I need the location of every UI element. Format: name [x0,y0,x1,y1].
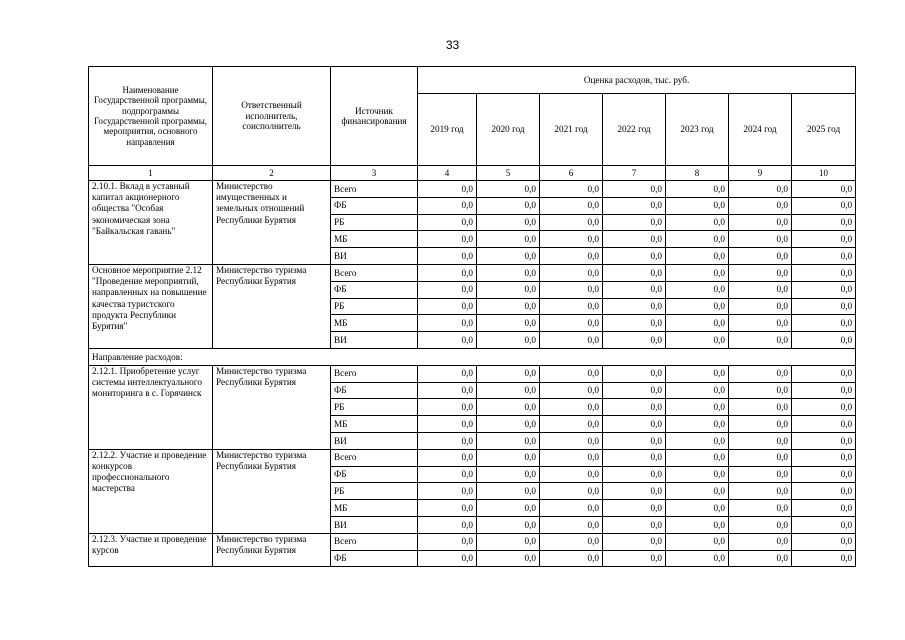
cost-value: 0,0 [418,281,477,298]
header-year: 2023 год [666,94,729,166]
cost-value: 0,0 [418,332,477,349]
table-row [89,365,856,382]
cost-value: 0,0 [792,214,856,231]
cost-value: 0,0 [540,264,603,281]
cost-value: 0,0 [418,516,477,533]
budget-table [88,66,856,567]
cost-value: 0,0 [792,432,856,449]
responsible-executor: Министерство имущественных и земельных отношений Республики Бурятия [213,181,331,265]
funding-source: РБ [331,298,418,315]
measure-name: 2.12.1. Приобретение услуг системы интеллектуального мониторинга в с. Горячинск [89,365,213,449]
funding-source: ФБ [331,466,418,483]
cost-value: 0,0 [418,550,477,567]
cost-value: 0,0 [792,365,856,382]
funding-source: РБ [331,399,418,416]
cost-value: 0,0 [477,550,540,567]
table-row [89,181,856,198]
cost-value: 0,0 [666,432,729,449]
cost-value: 0,0 [418,298,477,315]
cost-value: 0,0 [477,181,540,198]
cost-value: 0,0 [477,432,540,449]
cost-value: 0,0 [477,332,540,349]
cost-value: 0,0 [603,483,666,500]
cost-value: 0,0 [729,483,792,500]
cost-value: 0,0 [666,516,729,533]
cost-value: 0,0 [477,416,540,433]
cost-value: 0,0 [603,432,666,449]
cost-value: 0,0 [477,315,540,332]
cost-value: 0,0 [418,449,477,466]
funding-source: ВИ [331,332,418,349]
cost-value: 0,0 [792,298,856,315]
cost-value: 0,0 [792,416,856,433]
cost-value: 0,0 [792,181,856,198]
header-year: 2021 год [540,94,603,166]
cost-value: 0,0 [729,315,792,332]
cost-value: 0,0 [729,214,792,231]
cost-value: 0,0 [418,181,477,198]
column-number: 6 [540,166,603,181]
funding-source: Всего [331,181,418,198]
measure-name: 2.10.1. Вклад в уставный капитал акционерного общества "Особая экономическая зона "Байкальская гавань" [89,181,213,265]
cost-value: 0,0 [792,466,856,483]
funding-source: МБ [331,500,418,517]
cost-value: 0,0 [603,231,666,248]
column-number: 1 [89,166,213,181]
cost-value: 0,0 [729,399,792,416]
cost-value: 0,0 [603,365,666,382]
cost-value: 0,0 [540,516,603,533]
cost-value: 0,0 [666,483,729,500]
funding-source: Всего [331,365,418,382]
cost-value: 0,0 [729,231,792,248]
cost-value: 0,0 [792,281,856,298]
funding-source: РБ [331,214,418,231]
cost-value: 0,0 [792,315,856,332]
cost-value: 0,0 [603,248,666,265]
cost-value: 0,0 [666,416,729,433]
cost-value: 0,0 [603,466,666,483]
cost-value: 0,0 [603,500,666,517]
cost-value: 0,0 [666,231,729,248]
cost-value: 0,0 [540,231,603,248]
cost-value: 0,0 [729,197,792,214]
cost-value: 0,0 [540,382,603,399]
funding-source: МБ [331,315,418,332]
cost-value: 0,0 [540,298,603,315]
cost-value: 0,0 [603,332,666,349]
cost-value: 0,0 [418,264,477,281]
funding-source: МБ [331,416,418,433]
cost-value: 0,0 [418,533,477,550]
cost-value: 0,0 [666,181,729,198]
funding-source: МБ [331,231,418,248]
cost-value: 0,0 [477,264,540,281]
cost-value: 0,0 [729,382,792,399]
header-col-responsible: Ответственный исполнитель, соисполнитель [213,67,331,166]
column-number: 9 [729,166,792,181]
cost-value: 0,0 [792,500,856,517]
cost-value: 0,0 [477,466,540,483]
cost-value: 0,0 [477,214,540,231]
funding-source: ФБ [331,281,418,298]
cost-value: 0,0 [729,432,792,449]
cost-value: 0,0 [666,332,729,349]
column-number: 2 [213,166,331,181]
cost-value: 0,0 [477,382,540,399]
funding-source: ВИ [331,516,418,533]
cost-value: 0,0 [477,231,540,248]
cost-value: 0,0 [792,516,856,533]
column-number: 7 [603,166,666,181]
cost-value: 0,0 [540,248,603,265]
cost-value: 0,0 [477,365,540,382]
header-year: 2024 год [729,94,792,166]
cost-value: 0,0 [477,298,540,315]
cost-value: 0,0 [540,483,603,500]
cost-value: 0,0 [477,399,540,416]
cost-value: 0,0 [540,533,603,550]
cost-value: 0,0 [540,332,603,349]
cost-value: 0,0 [540,399,603,416]
cost-value: 0,0 [729,466,792,483]
cost-value: 0,0 [666,399,729,416]
cost-value: 0,0 [418,214,477,231]
cost-value: 0,0 [792,550,856,567]
cost-value: 0,0 [418,416,477,433]
cost-value: 0,0 [666,298,729,315]
cost-value: 0,0 [792,248,856,265]
cost-value: 0,0 [418,500,477,517]
funding-source: Всего [331,533,418,550]
header-year: 2019 год [418,94,477,166]
cost-value: 0,0 [477,500,540,517]
column-number: 4 [418,166,477,181]
column-number: 8 [666,166,729,181]
cost-value: 0,0 [540,416,603,433]
header-year: 2025 год [792,94,856,166]
header-year: 2022 год [603,94,666,166]
table-row [89,264,856,281]
responsible-executor: Министерство туризма Республики Бурятия [213,365,331,449]
cost-value: 0,0 [540,432,603,449]
funding-source: ФБ [331,550,418,567]
cost-value: 0,0 [603,315,666,332]
header-cost-group: Оценка расходов, тыс. руб. [418,67,856,94]
cost-value: 0,0 [666,466,729,483]
cost-value: 0,0 [666,214,729,231]
cost-value: 0,0 [666,264,729,281]
measure-name: 2.12.2. Участие и проведение конкурсов профессионального мастерства [89,449,213,533]
cost-value: 0,0 [792,483,856,500]
table-row [89,533,856,550]
cost-value: 0,0 [418,365,477,382]
header-year: 2020 год [477,94,540,166]
measure-name: Основное мероприятие 2.12 "Проведение мероприятий, направленных на повышение качества туристского продукта Республики Бурятия" [89,264,213,348]
header-col-source: Источник финансирования [331,67,418,166]
funding-source: ФБ [331,382,418,399]
cost-value: 0,0 [729,264,792,281]
cost-value: 0,0 [603,214,666,231]
cost-value: 0,0 [418,483,477,500]
cost-value: 0,0 [603,298,666,315]
cost-value: 0,0 [603,516,666,533]
cost-value: 0,0 [666,197,729,214]
cost-value: 0,0 [540,550,603,567]
responsible-executor: Министерство туризма Республики Бурятия [213,264,331,348]
cost-value: 0,0 [540,449,603,466]
cost-value: 0,0 [603,181,666,198]
cost-value: 0,0 [540,315,603,332]
cost-value: 0,0 [729,500,792,517]
cost-value: 0,0 [729,248,792,265]
cost-value: 0,0 [666,500,729,517]
cost-value: 0,0 [603,449,666,466]
cost-value: 0,0 [792,399,856,416]
cost-value: 0,0 [729,181,792,198]
section-heading-row [89,348,856,365]
cost-value: 0,0 [477,248,540,265]
cost-value: 0,0 [666,365,729,382]
cost-value: 0,0 [603,382,666,399]
column-number: 5 [477,166,540,181]
cost-value: 0,0 [540,214,603,231]
cost-value: 0,0 [666,281,729,298]
cost-value: 0,0 [540,181,603,198]
cost-value: 0,0 [603,550,666,567]
cost-value: 0,0 [666,550,729,567]
measure-name: 2.12.3. Участие и проведение курсов [89,533,213,567]
cost-value: 0,0 [418,197,477,214]
cost-value: 0,0 [729,281,792,298]
cost-value: 0,0 [729,298,792,315]
cost-value: 0,0 [418,315,477,332]
cost-value: 0,0 [666,533,729,550]
cost-value: 0,0 [418,399,477,416]
cost-value: 0,0 [792,197,856,214]
cost-value: 0,0 [418,231,477,248]
cost-value: 0,0 [477,483,540,500]
cost-value: 0,0 [603,281,666,298]
funding-source: ВИ [331,248,418,265]
cost-value: 0,0 [603,416,666,433]
cost-value: 0,0 [477,281,540,298]
cost-value: 0,0 [418,466,477,483]
cost-value: 0,0 [792,449,856,466]
cost-value: 0,0 [666,449,729,466]
table-row [89,449,856,466]
cost-value: 0,0 [603,197,666,214]
cost-value: 0,0 [792,264,856,281]
cost-value: 0,0 [603,533,666,550]
cost-value: 0,0 [792,382,856,399]
cost-value: 0,0 [540,466,603,483]
cost-value: 0,0 [666,315,729,332]
cost-value: 0,0 [477,449,540,466]
cost-value: 0,0 [729,416,792,433]
responsible-executor: Министерство туризма Республики Бурятия [213,449,331,533]
column-number: 10 [792,166,856,181]
funding-source: ВИ [331,432,418,449]
cost-value: 0,0 [418,432,477,449]
cost-value: 0,0 [729,550,792,567]
cost-value: 0,0 [666,248,729,265]
cost-value: 0,0 [477,533,540,550]
cost-value: 0,0 [603,264,666,281]
header-col-name: Наименование Государственной программы, подпрограммы Государственной программы, мероприятия, основного направления [89,67,213,166]
funding-source: Всего [331,449,418,466]
funding-source: РБ [331,483,418,500]
cost-value: 0,0 [729,332,792,349]
page-number: 33 [445,38,460,52]
cost-value: 0,0 [729,516,792,533]
cost-value: 0,0 [729,449,792,466]
cost-value: 0,0 [418,248,477,265]
cost-value: 0,0 [477,197,540,214]
cost-value: 0,0 [418,382,477,399]
cost-value: 0,0 [729,533,792,550]
cost-value: 0,0 [540,197,603,214]
cost-value: 0,0 [792,231,856,248]
column-number: 3 [331,166,418,181]
cost-value: 0,0 [666,382,729,399]
section-heading: Направление расходов: [89,348,856,365]
cost-value: 0,0 [477,516,540,533]
funding-source: Всего [331,264,418,281]
cost-value: 0,0 [540,281,603,298]
cost-value: 0,0 [540,365,603,382]
cost-value: 0,0 [603,399,666,416]
cost-value: 0,0 [729,365,792,382]
cost-value: 0,0 [792,533,856,550]
funding-source: ФБ [331,197,418,214]
responsible-executor: Министерство туризма Республики Бурятия [213,533,331,567]
cost-value: 0,0 [540,500,603,517]
cost-value: 0,0 [792,332,856,349]
